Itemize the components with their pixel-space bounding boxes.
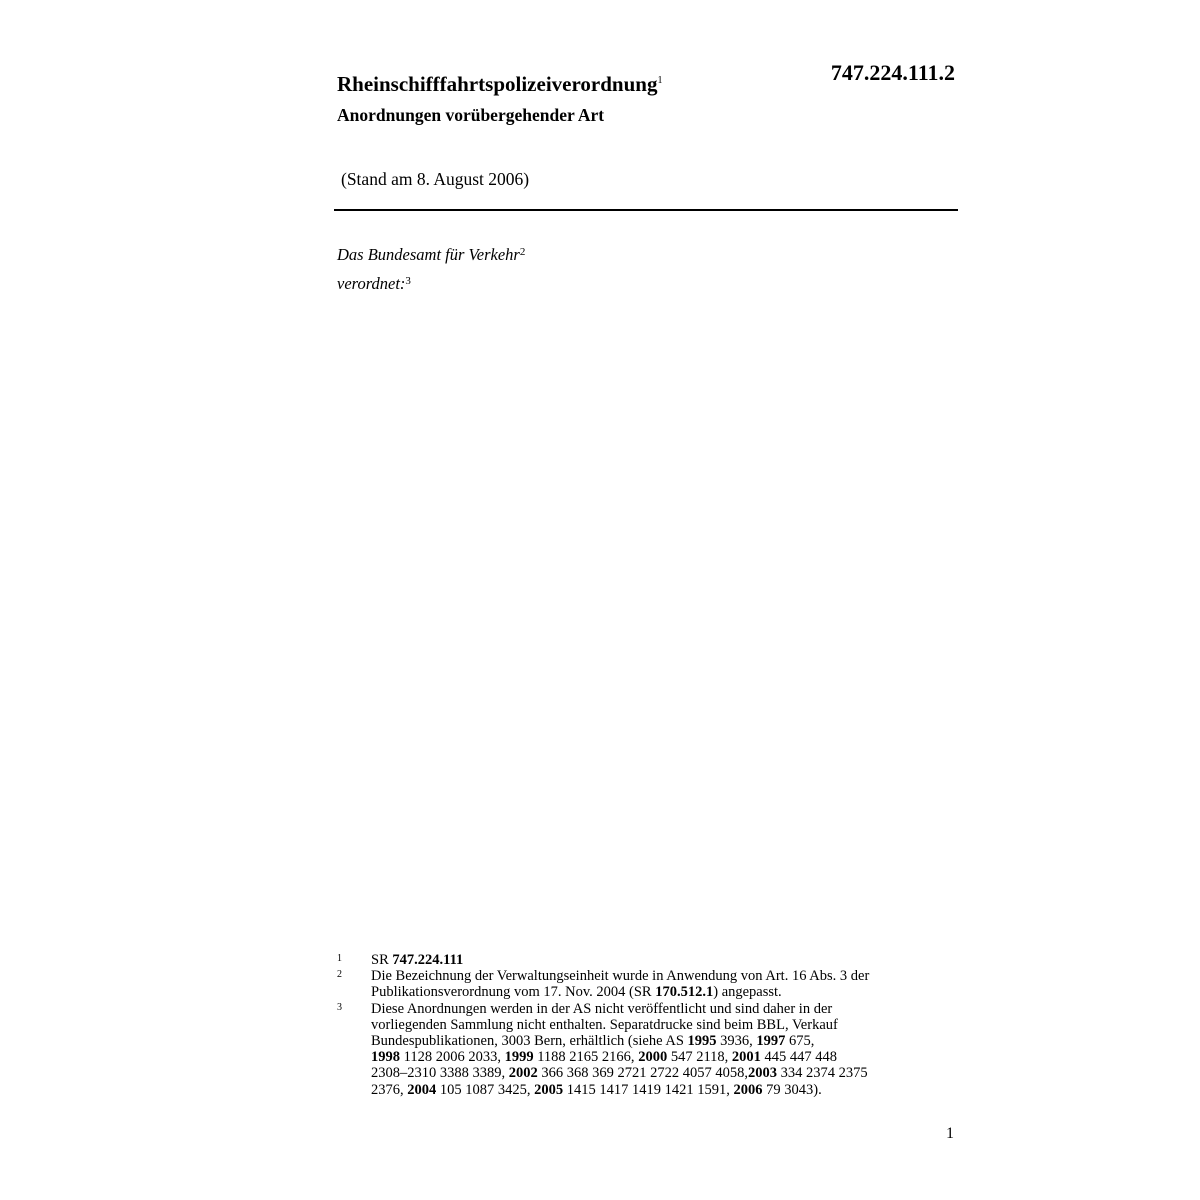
footnote-number: 3	[337, 1001, 342, 1013]
footnote-bold-ref: 2003	[748, 1065, 777, 1082]
footnote-bold-ref: 2001	[731, 1049, 761, 1066]
footnote-segment: 3936,	[716, 1033, 757, 1050]
footnote-line	[371, 1065, 947, 1081]
footnote-segment: 1128 2006 2033,	[400, 1049, 505, 1066]
footnote-segment: 334 2374 2375	[777, 1065, 868, 1082]
footnote-bold-ref: 1995	[687, 1033, 717, 1050]
footnote-number: 1	[337, 953, 342, 964]
footnote-segment: 2308–2310 3388 3389,	[371, 1065, 509, 1082]
footnote-segment: 675,	[785, 1033, 815, 1050]
footnote-line	[371, 1001, 947, 1017]
footnote-bold-ref: 2004	[407, 1081, 437, 1098]
footnote-segment: SR	[371, 952, 393, 968]
title-text: Rheinschifffahrtspolizeiverordnung	[337, 72, 658, 96]
preamble-line2: verordnet:	[337, 274, 406, 293]
footnote-segment: 79 3043).	[762, 1081, 822, 1098]
footnote-item	[337, 1001, 947, 1098]
document-title	[337, 72, 662, 97]
page-number: 1	[946, 1125, 954, 1142]
footnote-number: 2	[337, 969, 342, 981]
footnote-segment: Publikationsverordnung vom 17. Nov. 2004 (SR	[371, 984, 656, 1001]
footnote-segment: Die Bezeichnung der Verwaltungseinheit wurde in Anwendung von Art. 16 Abs. 3 der	[371, 968, 870, 985]
footnote-bold-ref: 1997	[756, 1033, 786, 1050]
footnote-bold-ref: 2002	[508, 1065, 538, 1082]
footnote-bold-ref: 2000	[638, 1049, 668, 1066]
footnote-bold-ref: 170.512.1	[655, 984, 714, 1001]
preamble-authority	[337, 239, 525, 268]
footnotes	[337, 952, 947, 1098]
footnote-segment: Diese Anordnungen werden in der AS nicht veröffentlicht und sind daher in der	[371, 1000, 833, 1017]
footnote-segment: 366 368 369 2721 2722 4057 4058,	[537, 1065, 748, 1082]
footnote-line	[371, 1082, 947, 1098]
footnote-segment: 547 2118,	[667, 1049, 732, 1066]
footnote-bold-ref: 747.224.111	[392, 952, 464, 968]
footnote-line	[371, 1049, 947, 1065]
header-divider	[334, 209, 958, 211]
preamble-line1: Das Bundesamt für Verkehr	[337, 245, 520, 264]
title-footnote-ref[interactable]: 1	[657, 75, 663, 86]
preamble-decree	[337, 268, 525, 297]
footnote-line	[371, 952, 947, 968]
preamble	[337, 239, 525, 297]
footnote-bold-ref: 1999	[504, 1049, 534, 1066]
footnote-text	[371, 1001, 947, 1098]
status-date: (Stand am 8. August 2006)	[341, 169, 530, 189]
footnote-ref-2[interactable]: 2	[519, 246, 526, 258]
footnote-item	[337, 968, 947, 1000]
footnote-segment: vorliegenden Sammlung nicht enthalten. Separatdrucke sind beim BBL, Verkauf	[371, 1016, 838, 1033]
footnote-segment: 105 1087 3425,	[436, 1081, 535, 1098]
footnote-segment: 1415 1417 1419 1421 1591,	[563, 1081, 734, 1098]
footnote-bold-ref: 2005	[534, 1081, 564, 1098]
footnote-line	[371, 984, 947, 1000]
footnote-text	[371, 952, 947, 968]
footnote-line	[371, 1033, 947, 1049]
footnote-text	[371, 968, 947, 1000]
footnote-bold-ref: 2006	[733, 1081, 763, 1098]
document-subtitle: Anordnungen vorübergehender Art	[337, 105, 605, 125]
footnote-ref-3[interactable]: 3	[405, 275, 411, 287]
footnote-line	[371, 968, 947, 984]
footnote-segment: 1188 2165 2166,	[533, 1049, 639, 1066]
footnote-segment: ) angepasst.	[713, 984, 782, 1001]
footnote-item	[337, 952, 947, 968]
footnote-segment: 2376,	[371, 1081, 408, 1098]
footnote-line	[371, 1017, 947, 1033]
footnote-segment: 445 447 448	[760, 1049, 838, 1066]
footnote-bold-ref: 1998	[371, 1049, 400, 1066]
footnote-segment: Bundespublikationen, 3003 Bern, erhältlich (siehe AS	[371, 1033, 688, 1050]
sr-number: 747.224.111.2	[830, 60, 955, 85]
